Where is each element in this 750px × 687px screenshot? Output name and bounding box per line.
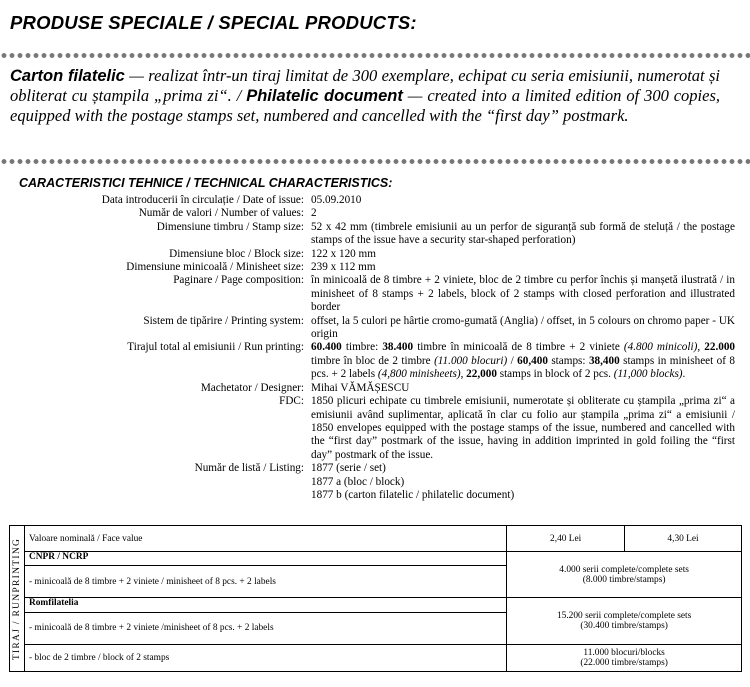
spec-label: Dimensiune bloc / Block size: bbox=[169, 247, 304, 260]
block-value-line: 11.000 blocuri/blocks bbox=[583, 647, 665, 658]
romfil-header-row bbox=[10, 598, 742, 612]
spec-label: Dimensiune timbru / Stamp size: bbox=[156, 220, 304, 233]
run-figure: 38.400 bbox=[382, 341, 414, 354]
face-value-label: Valoare nominală / Face value bbox=[24, 526, 506, 552]
intro-text-ro: — realizat într-un tiraj limitat de 300 exemplare, echipat cu seria emisiunii, numerotat și obliterat cu ștampila „prima zi“. / bbox=[10, 66, 721, 105]
face-value-2: 4,30 Lei bbox=[625, 526, 742, 552]
run-note: (4.800 minicoli) bbox=[623, 341, 698, 354]
spec-row-run bbox=[20, 341, 735, 381]
spec-row-values bbox=[20, 207, 735, 220]
run-text: , bbox=[460, 368, 467, 381]
run-text: timbre: bbox=[341, 341, 383, 354]
run-figure: 60,400 bbox=[517, 354, 548, 367]
run-figure: 22,000 bbox=[466, 368, 497, 381]
run-figure: 60.400 bbox=[311, 341, 342, 354]
cnpr-label: CNPR / NCRP bbox=[24, 552, 506, 566]
spec-row-stamp-size bbox=[20, 221, 735, 248]
spec-row-date bbox=[20, 194, 735, 207]
run-note: (11.000 blocuri) bbox=[434, 354, 508, 367]
run-figure: 38,400 bbox=[588, 354, 620, 367]
romfil-row-label: - minicoală de 8 timbre + 2 viniete /minisheet of 8 pcs. + 2 labels bbox=[24, 612, 506, 644]
spec-value: 2 bbox=[311, 207, 317, 220]
block-row-label: - bloc de 2 timbre / block of 2 stamps bbox=[24, 644, 506, 671]
run-figure: 22.000 bbox=[704, 341, 736, 354]
print-run-table bbox=[9, 525, 742, 672]
block-value bbox=[507, 644, 742, 671]
block-row bbox=[10, 644, 742, 671]
run-text: stamps: bbox=[547, 354, 589, 367]
dotted-divider-top bbox=[0, 52, 750, 59]
face-value-row bbox=[10, 526, 742, 552]
spec-row-fdc bbox=[20, 395, 735, 462]
spec-label: Număr de valori / Number of values: bbox=[138, 207, 304, 220]
romfil-label: Romfilatelia bbox=[24, 598, 506, 612]
spec-value bbox=[311, 341, 735, 381]
romfil-value bbox=[507, 598, 742, 644]
spec-label: Tirajul total al emisiunii / Run printing: bbox=[127, 341, 304, 354]
run-text: / bbox=[507, 354, 518, 367]
cnpr-value-line: 4.000 serii complete/complete sets bbox=[559, 564, 689, 575]
run-text: timbre în bloc de 2 timbre bbox=[311, 354, 435, 367]
spec-row-minisheet-size bbox=[20, 261, 735, 274]
spec-value: offset, la 5 culori pe hârtie cromo-gumată (Anglia) / offset, in 5 colours on chromo paper - UK origin bbox=[311, 314, 735, 341]
spec-label: Machetator / Designer: bbox=[200, 381, 304, 394]
listing-line: 1877 (serie / set) bbox=[311, 462, 386, 475]
spec-label: Sistem de tipărire / Printing system: bbox=[143, 314, 304, 327]
listing-line: 1877 b (carton filatelic / philatelic document) bbox=[311, 488, 515, 501]
run-note: (4,800 minisheets) bbox=[377, 368, 461, 381]
spec-value: Mihai VĂMĂȘESCU bbox=[311, 381, 410, 394]
listing-line: 1877 a (bloc / block) bbox=[311, 475, 405, 488]
spec-row-composition bbox=[20, 274, 735, 314]
spec-row-designer bbox=[20, 382, 735, 395]
spec-row-listing bbox=[20, 462, 735, 502]
spec-label: Paginare / Page composition: bbox=[173, 274, 304, 287]
cnpr-value-line: (8.000 timbre/stamps) bbox=[582, 574, 666, 585]
cnpr-header-row bbox=[10, 552, 742, 566]
run-text: timbre în minicoală de 8 timbre + 2 viniete bbox=[413, 341, 624, 354]
side-label: TIRAJ / RUNPRINTING bbox=[11, 537, 22, 660]
spec-row-printing bbox=[20, 315, 735, 342]
intro-title-en: Philatelic document bbox=[246, 87, 403, 105]
intro-title-ro: Carton filatelic bbox=[10, 67, 125, 85]
intro-text-en: — created into a limited edition of 300 copies, equipped with the postage stamps set, numbered and cancelled with the “first day” postmark. bbox=[10, 86, 721, 125]
run-text: , bbox=[697, 341, 705, 354]
run-text: . bbox=[682, 368, 686, 381]
tech-section-title: CARACTERISTICI TEHNICE / TECHNICAL CHARACTERISTICS: bbox=[19, 176, 393, 190]
page-heading: PRODUSE SPECIALE / SPECIAL PRODUCTS: bbox=[10, 12, 417, 33]
spec-value: 05.09.2010 bbox=[311, 194, 362, 206]
spec-value: în minicoală de 8 timbre + 2 viniete, bloc de 2 timbre cu perfor închis și manșetă ilustrată / in minisheet of 8 stamps + 2 labels, block of 2 stamps with closed perforation and illustrated border bbox=[311, 274, 735, 314]
spec-label: Dimensiune minicoală / Minisheet size: bbox=[126, 261, 304, 274]
romfil-value-line: (30.400 timbre/stamps) bbox=[580, 621, 668, 632]
spec-value: 122 x 120 mm bbox=[311, 247, 376, 260]
run-note: (11,000 blocks) bbox=[613, 368, 683, 381]
block-value-line: (22.000 timbre/stamps) bbox=[580, 657, 668, 668]
dotted-divider-middle bbox=[0, 158, 750, 165]
run-text: stamps in block of 2 pcs. bbox=[496, 368, 614, 381]
cnpr-value bbox=[507, 552, 742, 598]
side-label-cell bbox=[10, 526, 25, 672]
face-value-1: 2,40 Lei bbox=[507, 526, 625, 552]
spec-label: Data introducerii în circulație / Date of issue: bbox=[101, 194, 304, 206]
romfil-value-line: 15.200 serii complete/complete sets bbox=[556, 611, 692, 622]
spec-value: 52 x 42 mm (timbrele emisiunii au un perfor de siguranță sub formă de steluță / the postage stamps of the issue have a security star-shaped perforation) bbox=[311, 220, 735, 247]
spec-label: Număr de listă / Listing: bbox=[194, 462, 304, 475]
intro-paragraph bbox=[10, 66, 720, 125]
specs-table bbox=[20, 194, 735, 502]
spec-label: FDC: bbox=[279, 395, 304, 408]
cnpr-row-label: - minicoală de 8 timbre + 2 viniete / minisheet of 8 pcs. + 2 labels bbox=[24, 566, 506, 598]
spec-value: 239 x 112 mm bbox=[311, 261, 376, 274]
spec-row-block-size bbox=[20, 248, 735, 261]
spec-value bbox=[311, 462, 735, 502]
run-text: stamps in minisheet of 8 pcs. + 2 labels bbox=[311, 354, 735, 381]
spec-value: 1850 plicuri echipate cu timbrele emisiunii, numerotate și obliterate cu ștampila „prima zi“ a emisiunii având suplimentar, aplicată în clar cu folio aur ștampila „prima zi“ a emisiunii / 1850 envelopes equipped with the postage stamps of the issue, numbered and cancelled with the “first day” postmark of the issue, having in addition imprinted in gold foiling the “first day” postmark of the issue. bbox=[311, 395, 735, 461]
